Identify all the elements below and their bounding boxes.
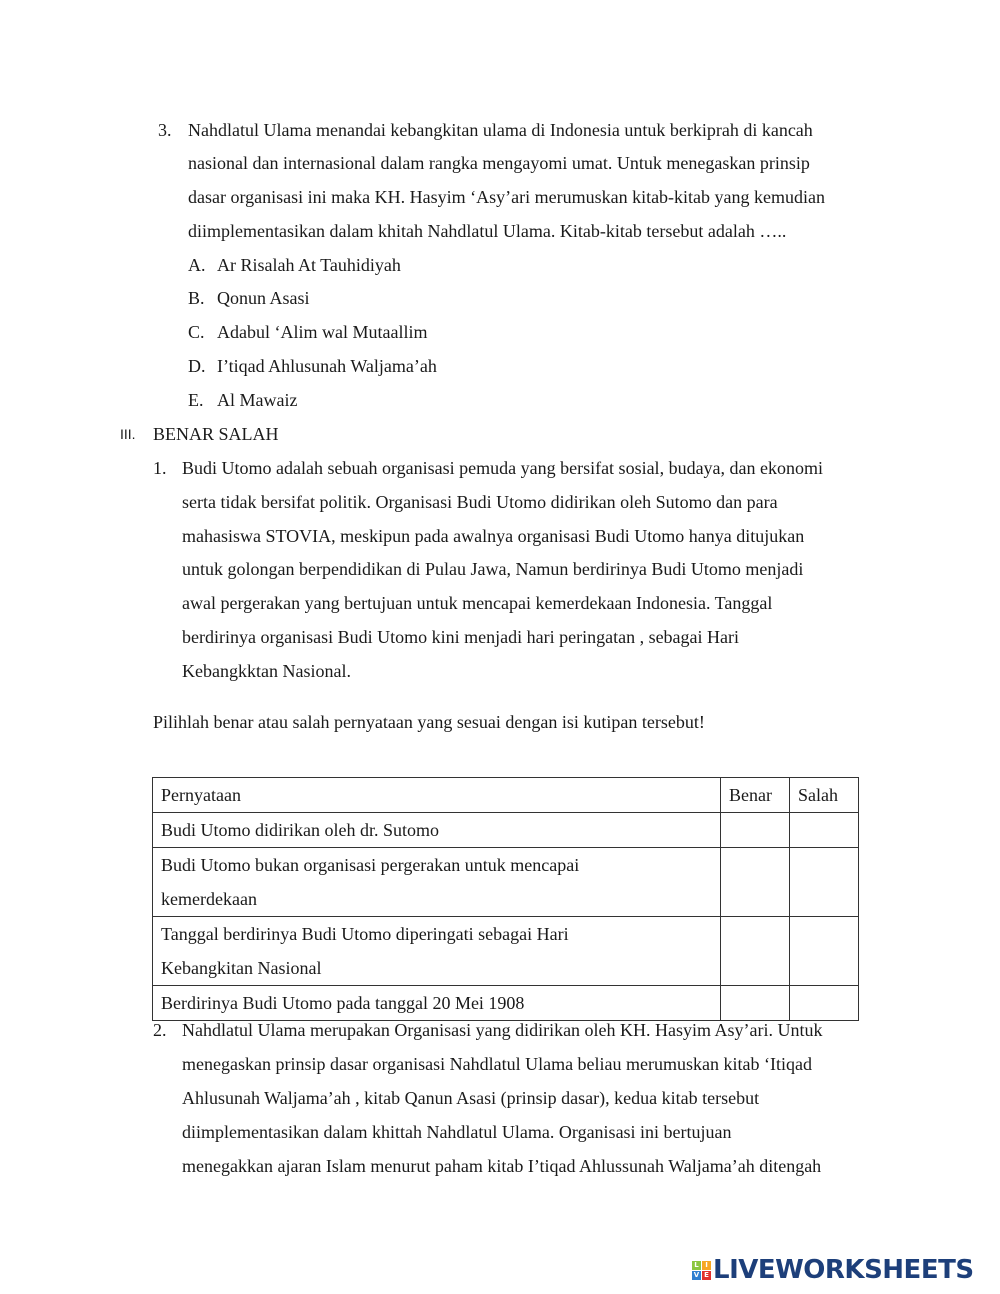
salah-cell[interactable] bbox=[790, 986, 859, 1021]
question-text-line: nasional dan internasional dalam rangka mengayomi umat. Untuk menegaskan prinsip bbox=[188, 153, 810, 173]
section-title: BENAR SALAH bbox=[153, 424, 279, 444]
table-row bbox=[153, 813, 859, 848]
question-number: 2. bbox=[153, 1020, 167, 1040]
header-salah: Salah bbox=[790, 778, 859, 813]
salah-cell[interactable] bbox=[790, 813, 859, 848]
option-letter: C. bbox=[188, 322, 205, 342]
statement-line: Budi Utomo bukan organisasi pergerakan untuk mencapai bbox=[161, 855, 580, 875]
question-text-line: Nahdlatul Ulama menandai kebangkitan ulama di Indonesia untuk berkiprah di kancah bbox=[188, 120, 813, 140]
passage-line: mahasiswa STOVIA, meskipun pada awalnya organisasi Budi Utomo hanya ditujukan bbox=[182, 526, 805, 546]
passage-line: menegakkan ajaran Islam menurut paham kitab I’tiqad Ahlussunah Waljama’ah ditengah bbox=[182, 1156, 822, 1176]
option-letter: A. bbox=[188, 255, 206, 275]
salah-cell[interactable] bbox=[790, 917, 859, 986]
question-number: 3. bbox=[158, 120, 172, 140]
statement-line: kemerdekaan bbox=[161, 889, 257, 909]
passage-line: Ahlusunah Waljama’ah , kitab Qanun Asasi (prinsip dasar), kedua kitab tersebut bbox=[182, 1088, 760, 1108]
passage-line: awal pergerakan yang bertujuan untuk mencapai kemerdekaan Indonesia. Tanggal bbox=[182, 593, 773, 613]
passage-line: Nahdlatul Ulama merupakan Organisasi yang didirikan oleh KH. Hasyim Asy’ari. Untuk bbox=[182, 1020, 823, 1040]
statement bbox=[153, 917, 721, 986]
passage-line: untuk golongan berpendidikan di Pulau Jawa, Namun berdirinya Budi Utomo menjadi bbox=[182, 559, 804, 579]
logo-tile: V bbox=[693, 1270, 700, 1279]
table-row bbox=[153, 986, 859, 1021]
logo-tile: I bbox=[702, 1261, 711, 1270]
statement-line: Kebangkitan Nasional bbox=[161, 958, 322, 978]
statement-line: Tanggal berdirinya Budi Utomo diperingati sebagai Hari bbox=[161, 924, 569, 944]
option-letter: E. bbox=[188, 390, 204, 410]
section-number: III. bbox=[120, 426, 136, 442]
option-c: Adabul ‘Alim wal Mutaallim bbox=[217, 322, 428, 342]
logo-tile: E bbox=[702, 1271, 711, 1280]
question-text-line: dasar organisasi ini maka KH. Hasyim ‘Asy’ari merumuskan kitab-kitab yang kemudian bbox=[188, 187, 826, 207]
salah-cell[interactable] bbox=[790, 848, 859, 917]
passage-line: berdirinya organisasi Budi Utomo kini menjadi hari peringatan , sebagai Hari bbox=[182, 627, 740, 647]
passage-line: menegaskan prinsip dasar organisasi Nahdlatul Ulama beliau merumuskan kitab ‘Itiqad bbox=[182, 1054, 812, 1074]
benar-cell[interactable] bbox=[721, 848, 790, 917]
benar-cell[interactable] bbox=[721, 813, 790, 848]
option-letter: B. bbox=[188, 288, 205, 308]
option-b: Qonun Asasi bbox=[217, 288, 310, 308]
liveworksheets-logo bbox=[692, 1255, 974, 1285]
statement bbox=[153, 848, 721, 917]
passage-line: serta tidak bersifat politik. Organisasi Budi Utomo didirikan oleh Sutomo dan para bbox=[182, 492, 778, 512]
true-false-table bbox=[152, 777, 859, 1021]
logo-tile: L bbox=[692, 1261, 701, 1270]
option-e: Al Mawaiz bbox=[217, 390, 298, 410]
table-header-row bbox=[153, 778, 859, 813]
header-benar: Benar bbox=[721, 778, 790, 813]
table-row bbox=[153, 917, 859, 986]
logo-wordmark: LIVEWORKSHEETS bbox=[713, 1255, 974, 1285]
benar-cell[interactable] bbox=[721, 917, 790, 986]
option-d: I’tiqad Ahlusunah Waljama’ah bbox=[217, 356, 437, 376]
table-row bbox=[153, 848, 859, 917]
logo-tiles-icon bbox=[692, 1261, 711, 1280]
passage-line: Budi Utomo adalah sebuah organisasi pemuda yang bersifat sosial, budaya, dan ekonomi bbox=[182, 458, 824, 478]
passage-line: Kebangkktan Nasional. bbox=[182, 661, 351, 681]
question-number: 1. bbox=[153, 458, 167, 478]
statement: Budi Utomo didirikan oleh dr. Sutomo bbox=[153, 813, 721, 848]
question-text-line: diimplementasikan dalam khitah Nahdlatul Ulama. Kitab-kitab tersebut adalah ….. bbox=[188, 221, 787, 241]
passage-line: diimplementasikan dalam khittah Nahdlatul Ulama. Organisasi ini bertujuan bbox=[182, 1122, 732, 1142]
option-letter: D. bbox=[188, 356, 206, 376]
benar-cell[interactable] bbox=[721, 986, 790, 1021]
header-statement: Pernyataan bbox=[153, 778, 721, 813]
instruction: Pilihlah benar atau salah pernyataan yang sesuai dengan isi kutipan tersebut! bbox=[153, 712, 705, 732]
option-a: Ar Risalah At Tauhidiyah bbox=[217, 255, 401, 275]
statement: Berdirinya Budi Utomo pada tanggal 20 Mei 1908 bbox=[153, 986, 721, 1021]
